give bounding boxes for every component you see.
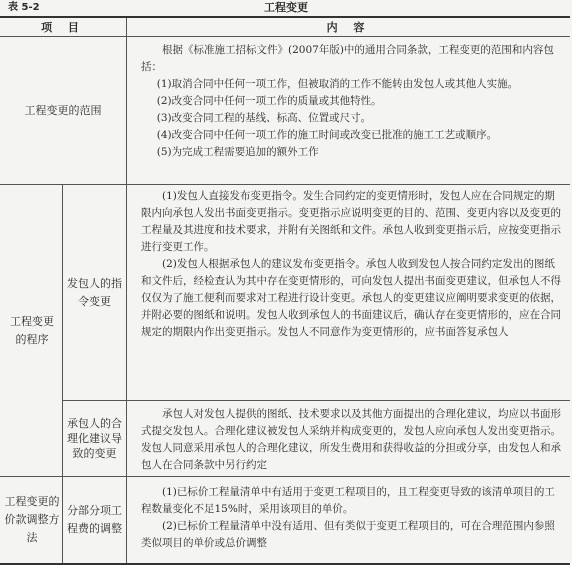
contractor-change-label: 承包人的合理化建议导致的变更 <box>67 417 122 460</box>
employer-change-label: 发包人的指令变更 <box>67 276 122 308</box>
scope-item: (5)为完成工程需要追加的额外工作 <box>156 146 319 158</box>
change-table <box>0 16 570 565</box>
pricing-label: 工程变更的价款调整方法 <box>4 495 60 544</box>
scope-content <box>127 40 570 184</box>
table-title: 工程变更 <box>264 1 308 14</box>
pricing-para: (1)已标价工程量清单中有适用于变更工程项目的，且工程变更导致的该清单项目的工程数量变化不足15%时，采用该项目的单价。 <box>141 486 555 515</box>
employer-change-content <box>127 186 570 400</box>
pricing-content <box>127 482 570 563</box>
employer-change-para: (2)发包人根据承包人的建议发布变更指令。承包人收到发包人按合同约定发出的图纸和文件后，经检查认为其中存在变更情形的，可向发包人提出书面变更建议，但承包人不得仅仅为了施工便利而要求对工程进行设计变更。承包人的变更建议应阐明要求变更的依据，并附必要的图纸和说明。发包人收到承包人的书面建议后，确认存在变更情形的，应在合同规定的期限内作出变更指示。发包人不同意作为变更情形的，应书面答复承包人 <box>141 258 561 338</box>
table-caption <box>0 0 572 16</box>
table-number: 表 5-2 <box>8 2 40 13</box>
scope-item: (2)改变合同中任何一项工作的质量或其他特性。 <box>156 95 382 107</box>
contractor-change-para: 承包人对发包人提供的图纸、技术要求以及其他方面提出的合理化建议，均应以书面形式提交发包人。合理化建议被发包人采纳并构成变更的，发包人应向承包人发出变更指示。发包人同意采用承包人的合理化建议，所发生费用和获得收益的分担或分享，由发包人和承包人在合同条款中另行约定 <box>141 408 561 471</box>
scope-label: 工程变更的范围 <box>24 103 102 117</box>
row-divider-subrow <box>62 400 570 401</box>
scope-intro: 根据《标准施工招标文件》(2007年版)中的通用合同条款，工程变更的范围和内容包括： <box>141 44 554 73</box>
procedure-label: 工程变更的程序 <box>10 314 54 346</box>
scope-item: (1)取消合同中任何一项工作，但被取消的工作不能转由发包人或其他人实施。 <box>156 78 519 90</box>
contractor-change-content <box>127 404 570 476</box>
pricing-para: (2)已标价工程量清单中没有适用、但有类似于变更工程项目的，可在合理范围内参照类似项目的单价或总价调整 <box>141 520 555 549</box>
header-item: 项 目 <box>41 20 85 34</box>
scope-item: (3)改变合同工程的基线、标高、位置或尺寸。 <box>156 112 372 124</box>
employer-change-para: (1)发包人直接发布变更指令。发生合同约定的变更情形时，发包人应在合同规定的期限内向承包人发出书面变更指示。变更指示应说明变更的目的、范围、变更内容以及变更的工程量及其进度和技术要求，并附有关图纸和文件。承包人收到变更指示后，应按变更指示进行变更工作。 <box>141 190 561 253</box>
header-content: 内 容 <box>326 20 371 34</box>
scope-item: (4)改变合同中任何一项工作的施工时间或改变已批准的施工工艺或顺序。 <box>156 129 498 141</box>
pricing-sub-label: 分部分项工程费的调整 <box>67 504 122 535</box>
